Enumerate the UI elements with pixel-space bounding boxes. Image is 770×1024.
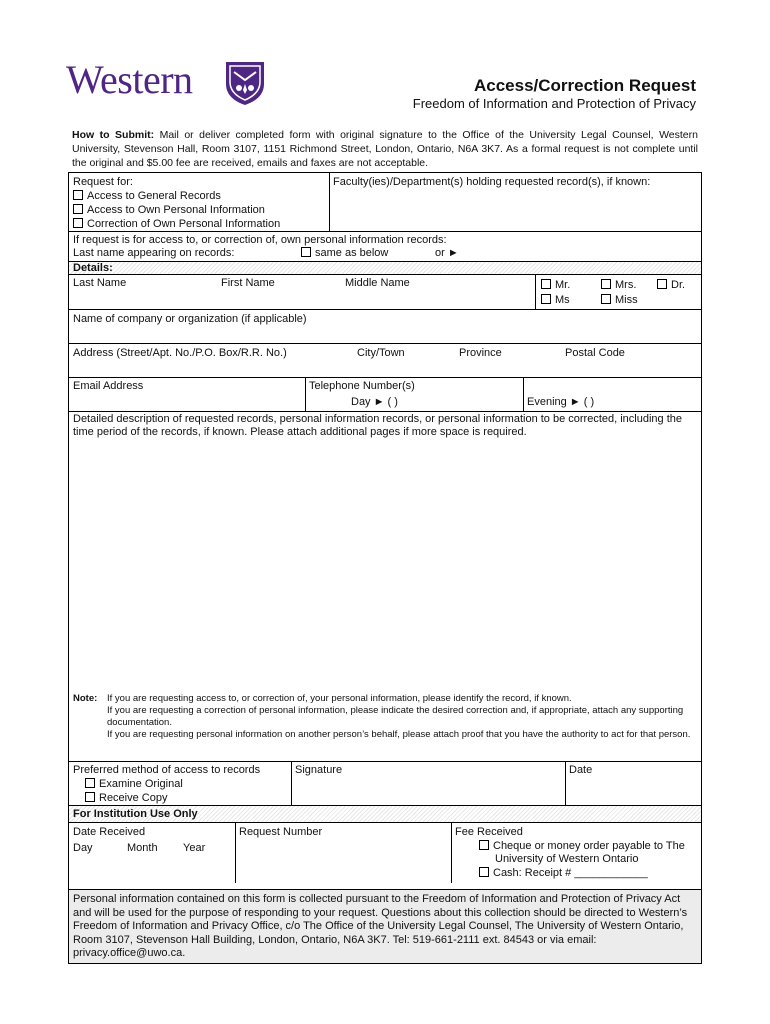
company-name-field[interactable]: Name of company or organization (if applicable) bbox=[73, 313, 307, 325]
divider bbox=[69, 343, 701, 344]
checkbox-general-records[interactable] bbox=[73, 190, 83, 200]
checkbox-receive-copy[interactable] bbox=[85, 792, 95, 802]
divider bbox=[69, 231, 701, 232]
last-name-field[interactable]: Last Name bbox=[73, 277, 127, 289]
option-general-records[interactable]: Access to General Records bbox=[73, 190, 221, 203]
day-phone-field[interactable]: Day ► ( ) bbox=[351, 396, 398, 408]
checkbox-own-personal-info[interactable] bbox=[73, 204, 83, 214]
month-field[interactable]: Month bbox=[127, 842, 158, 854]
last-name-on-records-label: Last name appearing on records: bbox=[73, 247, 235, 259]
option-same-as-below[interactable]: same as below bbox=[301, 247, 388, 260]
day-field[interactable]: Day bbox=[73, 842, 93, 854]
title-mr[interactable]: Mr. bbox=[541, 279, 570, 292]
access-method-label: Preferred method of access to records bbox=[73, 764, 261, 776]
evening-phone-field[interactable]: Evening ► ( ) bbox=[527, 396, 595, 408]
note-line: If you are requesting personal information on another person’s behalf, please attach proof that you have the authority to act for that person. bbox=[107, 729, 691, 740]
divider bbox=[565, 761, 566, 805]
date-field[interactable]: Date bbox=[569, 764, 593, 776]
divider bbox=[305, 377, 306, 411]
title-miss[interactable]: Miss bbox=[601, 294, 638, 307]
postal-code-field[interactable]: Postal Code bbox=[565, 347, 625, 359]
request-number-field[interactable]: Request Number bbox=[239, 826, 323, 838]
checkbox-same-as-below[interactable] bbox=[301, 247, 311, 257]
how-to-submit-text: Mail or deliver completed form with original signature to the Office of the University Legal Counsel, Western University, Stevenson Hall, Room 3107, 1151 Richmond Street, London, Ontario, N6A 3K7. As a formal request is not complete until the original and $5.00 fee are received, emails and faxes are not acceptable. bbox=[72, 129, 698, 169]
first-name-field[interactable]: First Name bbox=[221, 277, 275, 289]
option-cash[interactable]: Cash: Receipt # ____________ bbox=[479, 867, 648, 880]
how-to-submit-paragraph bbox=[72, 128, 698, 170]
signature-field[interactable]: Signature bbox=[295, 764, 343, 776]
checkbox-mr[interactable] bbox=[541, 279, 551, 289]
checkbox-cheque[interactable] bbox=[479, 840, 489, 850]
email-field[interactable]: Email Address bbox=[73, 380, 144, 392]
university-logo-wordmark: Western bbox=[66, 57, 193, 102]
option-correction-personal-info[interactable]: Correction of Own Personal Information bbox=[73, 218, 280, 231]
details-heading: Details: bbox=[73, 262, 113, 274]
how-to-submit-label: How to Submit: bbox=[72, 129, 155, 141]
title-dr[interactable]: Dr. bbox=[657, 279, 685, 292]
option-cheque[interactable]: Cheque or money order payable to The bbox=[479, 840, 685, 853]
address-field[interactable]: Address (Street/Apt. No./P.O. Box/R.R. No.) bbox=[73, 347, 287, 359]
checkbox-ms[interactable] bbox=[541, 294, 551, 304]
checkbox-mrs[interactable] bbox=[601, 279, 611, 289]
divider bbox=[69, 309, 701, 310]
divider bbox=[69, 411, 701, 412]
divider bbox=[235, 823, 236, 883]
note-block bbox=[73, 693, 697, 741]
divider bbox=[523, 377, 524, 411]
checkbox-miss[interactable] bbox=[601, 294, 611, 304]
divider bbox=[69, 761, 701, 762]
fee-received-label: Fee Received bbox=[455, 826, 523, 838]
request-for-label: Request for: bbox=[73, 176, 133, 188]
year-field[interactable]: Year bbox=[183, 842, 206, 854]
form-subtitle: Freedom of Information and Protection of Privacy bbox=[412, 96, 696, 111]
own-info-prompt: If request is for access to, or correction of, own personal information records: bbox=[73, 234, 447, 246]
form-title: Access/Correction Request bbox=[473, 76, 696, 95]
title-ms[interactable]: Ms bbox=[541, 294, 570, 307]
university-crest-icon bbox=[224, 60, 266, 106]
telephone-label: Telephone Number(s) bbox=[309, 380, 415, 392]
details-header-bar bbox=[69, 261, 701, 275]
note-line: If you are requesting a correction of personal information, please indicate the desired correction and, if appropriate, attach any supporting documentation. bbox=[107, 705, 684, 728]
or-label: or ► bbox=[435, 247, 459, 259]
divider bbox=[451, 823, 452, 883]
option-examine-original[interactable]: Examine Original bbox=[85, 778, 183, 791]
note-label: Note: bbox=[73, 693, 98, 704]
privacy-notice: Personal information contained on this form is collected pursuant to the Freedom of Information and Protection of Privacy Act and will be used for the purpose of responding to your request. Questions about this collection should be directed to Western’s Freedom of Information and Privacy Office, c/o The Office of the University Legal Counsel, The University of Western Ontario, Room 3107, Stevenson Hall Building, London, Ontario, N6A 3K7. Tel: 519-661-2111 ext. 84543 or via email: privacy.office@uwo.ca. bbox=[69, 889, 701, 963]
note-line: If you are requesting access to, or correction of, your personal information, please identify the record, if known. bbox=[107, 693, 572, 704]
checkbox-examine-original[interactable] bbox=[85, 778, 95, 788]
request-form bbox=[68, 172, 702, 964]
divider bbox=[329, 173, 330, 231]
institution-heading: For Institution Use Only bbox=[73, 808, 198, 820]
divider bbox=[69, 377, 701, 378]
checkbox-cash[interactable] bbox=[479, 867, 489, 877]
middle-name-field[interactable]: Middle Name bbox=[345, 277, 410, 289]
date-received-label: Date Received bbox=[73, 826, 146, 838]
faculty-department-field[interactable]: Faculty(ies)/Department(s) holding requested record(s), if known: bbox=[333, 176, 651, 188]
divider bbox=[291, 761, 292, 805]
city-field[interactable]: City/Town bbox=[357, 347, 405, 359]
title-mrs[interactable]: Mrs. bbox=[601, 279, 636, 292]
description-field[interactable]: Detailed description of requested records, personal information records, or personal information to be corrected, including the time period of the records, if known. Please attach additional pages if more space is required. bbox=[73, 413, 682, 438]
checkbox-dr[interactable] bbox=[657, 279, 667, 289]
divider bbox=[535, 275, 536, 309]
cheque-payee-line: University of Western Ontario bbox=[495, 853, 639, 865]
province-field[interactable]: Province bbox=[459, 347, 502, 359]
option-own-personal-info[interactable]: Access to Own Personal Information bbox=[73, 204, 265, 217]
option-receive-copy[interactable]: Receive Copy bbox=[85, 792, 167, 805]
checkbox-correction-personal-info[interactable] bbox=[73, 218, 83, 228]
